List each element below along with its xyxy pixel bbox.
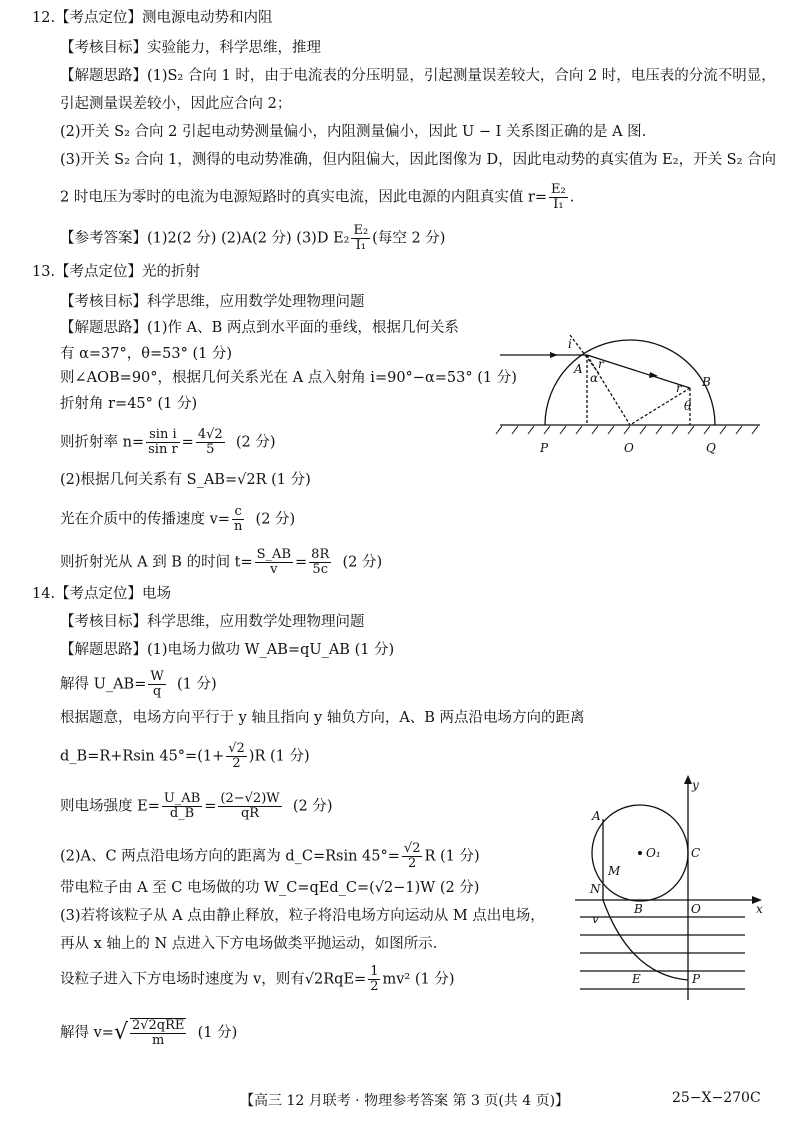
center-dot — [638, 851, 642, 855]
label: 解得 v= — [60, 1025, 114, 1041]
q12-idea-3b-text: 2 时电压为零时的电流为电源短路时的真实电流，因此电源的内阻真实值 r= — [60, 189, 548, 206]
label-y: y — [692, 778, 699, 792]
fraction-numerator: √2 — [403, 841, 421, 856]
fraction — [162, 792, 202, 821]
q12-answer-text: 【参考答案】(1)2(2 分) (2)A(2 分) (3)D E₂ — [60, 230, 350, 247]
q12-answer — [60, 224, 445, 253]
tail: )R (1 分) — [248, 748, 310, 765]
fraction-numerator: √2 — [228, 741, 245, 756]
q13-idea-1: 【解题思路】(1)作 A、B 两点到水平面的垂线，根据几何关系 — [60, 320, 459, 336]
q12-idea-3b: 2 时电压为零时的电流为电源短路时的真实电流，因此电源的内阻真实值 r= $\frac{\text{E₂}}{\text{I₁}}$ . — [60, 182, 575, 212]
fraction-numerator: 4√2 — [197, 427, 223, 442]
equals: = — [204, 798, 217, 815]
label: 解得 U_AB= — [60, 676, 147, 693]
q14-field — [60, 792, 333, 821]
label-O: O — [624, 441, 634, 455]
q12-idea-2: (2)开关 S₂ 合向 2 引起电动势测量偏小，内阻测量偏小，因此 U − I 关系图正确的是 A 图. — [60, 124, 647, 140]
fraction-denominator: 2 — [232, 756, 241, 771]
tail: mv² (1 分) — [382, 971, 455, 988]
label-i: i — [568, 337, 572, 351]
q14-wc: 带电粒子由 A 至 C 电场做的功 W_C=qEd_C=(√2−1)W (2 分) — [60, 880, 480, 896]
q12-r-fraction — [549, 183, 568, 212]
arrow-head — [550, 352, 558, 358]
q12-goal: 【考核目标】实验能力，科学思维，推理 — [60, 40, 321, 56]
fraction-denominator: d_B — [169, 806, 195, 821]
fraction-numerator: 2√2qRE — [131, 1018, 185, 1033]
fraction-denominator: 5 — [206, 442, 215, 457]
q13-angles: 有 α=37°，θ=53° (1 分) — [60, 346, 233, 362]
label-O1: O₁ — [646, 846, 661, 860]
fraction — [232, 505, 244, 534]
fraction-denominator: qR — [240, 806, 260, 821]
q13-refraction-figure — [490, 330, 770, 460]
label-A: A — [592, 809, 601, 823]
points: (1 分) — [197, 1025, 238, 1041]
q13-refraction-angle: 折射角 r=45° (1 分) — [60, 396, 198, 412]
points: (2 分) — [255, 511, 296, 528]
fraction-numerator: c — [232, 505, 244, 520]
q13-sab: (2)根据几何关系有 S_AB=√2R (1 分) — [60, 472, 311, 488]
label-O: O — [691, 902, 701, 916]
points: (2 分) — [292, 798, 333, 815]
q14-idea-3a: (3)若将该粒子从 A 点由静止释放，粒子将沿电场方向运动从 M 点出电场， — [60, 908, 545, 924]
fraction-numerator: sin i — [146, 428, 180, 443]
parabolic-path — [603, 900, 688, 980]
label-P: P — [692, 972, 701, 986]
label-C: C — [691, 846, 701, 860]
tail: R (1 分) — [424, 848, 480, 865]
fraction-denominator: m — [152, 1033, 165, 1048]
equals: = — [295, 554, 308, 571]
fraction-denominator: q — [152, 684, 162, 699]
fraction — [309, 548, 331, 577]
q14-uab — [60, 670, 217, 699]
q12-answer-fraction — [351, 224, 370, 253]
fraction-numerator: S_AB — [256, 547, 292, 562]
fraction-denominator: v — [270, 562, 278, 577]
fraction-numerator: E₂ — [551, 182, 566, 197]
q12-title: 12.【考点定位】测电源电动势和内阻 — [32, 10, 273, 26]
q13-title: 13.【考点定位】光的折射 — [32, 264, 201, 280]
fraction-denominator: 5c — [312, 562, 328, 577]
label-alpha: α — [590, 371, 599, 385]
fraction-numerator: 1 — [370, 964, 379, 979]
q12-idea-3a: (3)开关 S₂ 合向 1，测得的电动势准确，但内阻偏大，因此图像为 D，因此电动势的真实值为 E₂，开关 S₂ 合向 — [60, 152, 777, 168]
label: 则折射光从 A 到 B 的时间 t= — [60, 554, 253, 571]
fraction-numerator: U_AB — [163, 791, 201, 806]
q14-energy — [60, 965, 455, 994]
fraction — [148, 670, 165, 699]
doc-code: 25−X−270C — [672, 1090, 761, 1106]
fraction-numerator: 8R — [311, 547, 330, 562]
fraction — [255, 548, 293, 577]
fraction — [226, 742, 247, 771]
label-r: r — [598, 357, 604, 371]
fraction-denominator: I₁ — [553, 197, 564, 212]
q13-time — [60, 548, 382, 577]
radius-OA — [587, 355, 630, 425]
label-M: M — [608, 864, 621, 878]
label-v: v — [592, 912, 599, 926]
fraction — [196, 428, 225, 457]
label: 光在介质中的传播速度 v= — [60, 511, 230, 528]
q13-speed — [60, 505, 295, 534]
label: d_B=R+Rsin 45°=(1+ — [60, 748, 225, 765]
fraction — [130, 1018, 186, 1048]
label-theta: θ — [684, 399, 692, 413]
fraction — [218, 792, 281, 821]
label: (2)A、C 两点沿电场方向的距离为 d_C=Rsin 45°= — [60, 848, 400, 865]
label-B: B — [634, 902, 643, 916]
fraction-numerator: W — [150, 669, 164, 684]
fraction — [146, 428, 180, 457]
q13-index — [60, 428, 276, 457]
fraction-numerator: E₂ — [353, 223, 369, 238]
points: (1 分) — [176, 676, 217, 693]
page-footer: 【高三 12 月联考 · 物理参考答案 第 3 页(共 4 页)】 — [240, 1093, 570, 1109]
q14-solve: 解得 v=√ $\frac{\text{2√2qRE}}{m}$ (1 分) — [60, 1018, 238, 1048]
fraction — [368, 965, 380, 994]
label: 设粒子进入下方电场时速度为 v，则有√2RqE= — [60, 971, 367, 988]
q14-idea-1: 【解题思路】(1)电场力做功 W_AB=qU_AB (1 分) — [60, 642, 395, 658]
q12-idea-1b: 引起测量误差较小，因此应合向 2； — [60, 96, 292, 112]
fraction-denominator: 2 — [408, 856, 417, 871]
y-arrow — [684, 775, 692, 784]
points: (2 分) — [342, 554, 383, 571]
label-A: A — [574, 362, 583, 376]
fraction-numerator: (2−√2)W — [220, 791, 280, 806]
label-P: P — [540, 441, 549, 455]
q14-direction: 根据题意，电场方向平行于 y 轴且指向 y 轴负方向，A、B 两点沿电场方向的距离 — [60, 710, 585, 726]
q13-aob: 则∠AOB=90°，根据几何关系光在 A 点入射角 i=90°−α=53° (1 分) — [60, 370, 517, 386]
q14-field-figure — [570, 775, 770, 1015]
q14-db — [60, 742, 310, 771]
q12-answer-points: (每空 2 分) — [372, 230, 446, 247]
q14-dc — [60, 842, 480, 871]
q13-goal: 【考核目标】科学思维，应用数学处理物理问题 — [60, 294, 365, 310]
equals: = — [181, 434, 194, 451]
q14-idea-3b: 再从 x 轴上的 N 点进入下方电场做类平抛运动，如图所示. — [60, 936, 438, 952]
points: (2 分) — [235, 434, 276, 451]
fraction-denominator: 2 — [370, 979, 379, 994]
q14-goal: 【考核目标】科学思维，应用数学处理物理问题 — [60, 614, 365, 630]
fraction-denominator: I₁ — [355, 238, 366, 253]
fraction-denominator: sin r — [148, 442, 178, 457]
label: 则折射率 n= — [60, 434, 145, 451]
label-Q: Q — [706, 441, 716, 455]
fraction-denominator: n — [233, 519, 243, 534]
fraction — [402, 842, 423, 871]
q14-title: 14.【考点定位】电场 — [32, 586, 172, 602]
label-B: B — [702, 375, 711, 389]
label-N: N — [590, 882, 601, 896]
label-x: x — [756, 902, 763, 916]
label-r2: r — [676, 381, 682, 395]
label: 则电场强度 E= — [60, 798, 160, 815]
label-E: E — [632, 972, 641, 986]
q12-idea-1a: 【解题思路】(1)S₂ 合向 1 时，由于电流表的分压明显，引起测量误差较大，合向 2 时，电压表的分流不明显， — [60, 68, 776, 84]
